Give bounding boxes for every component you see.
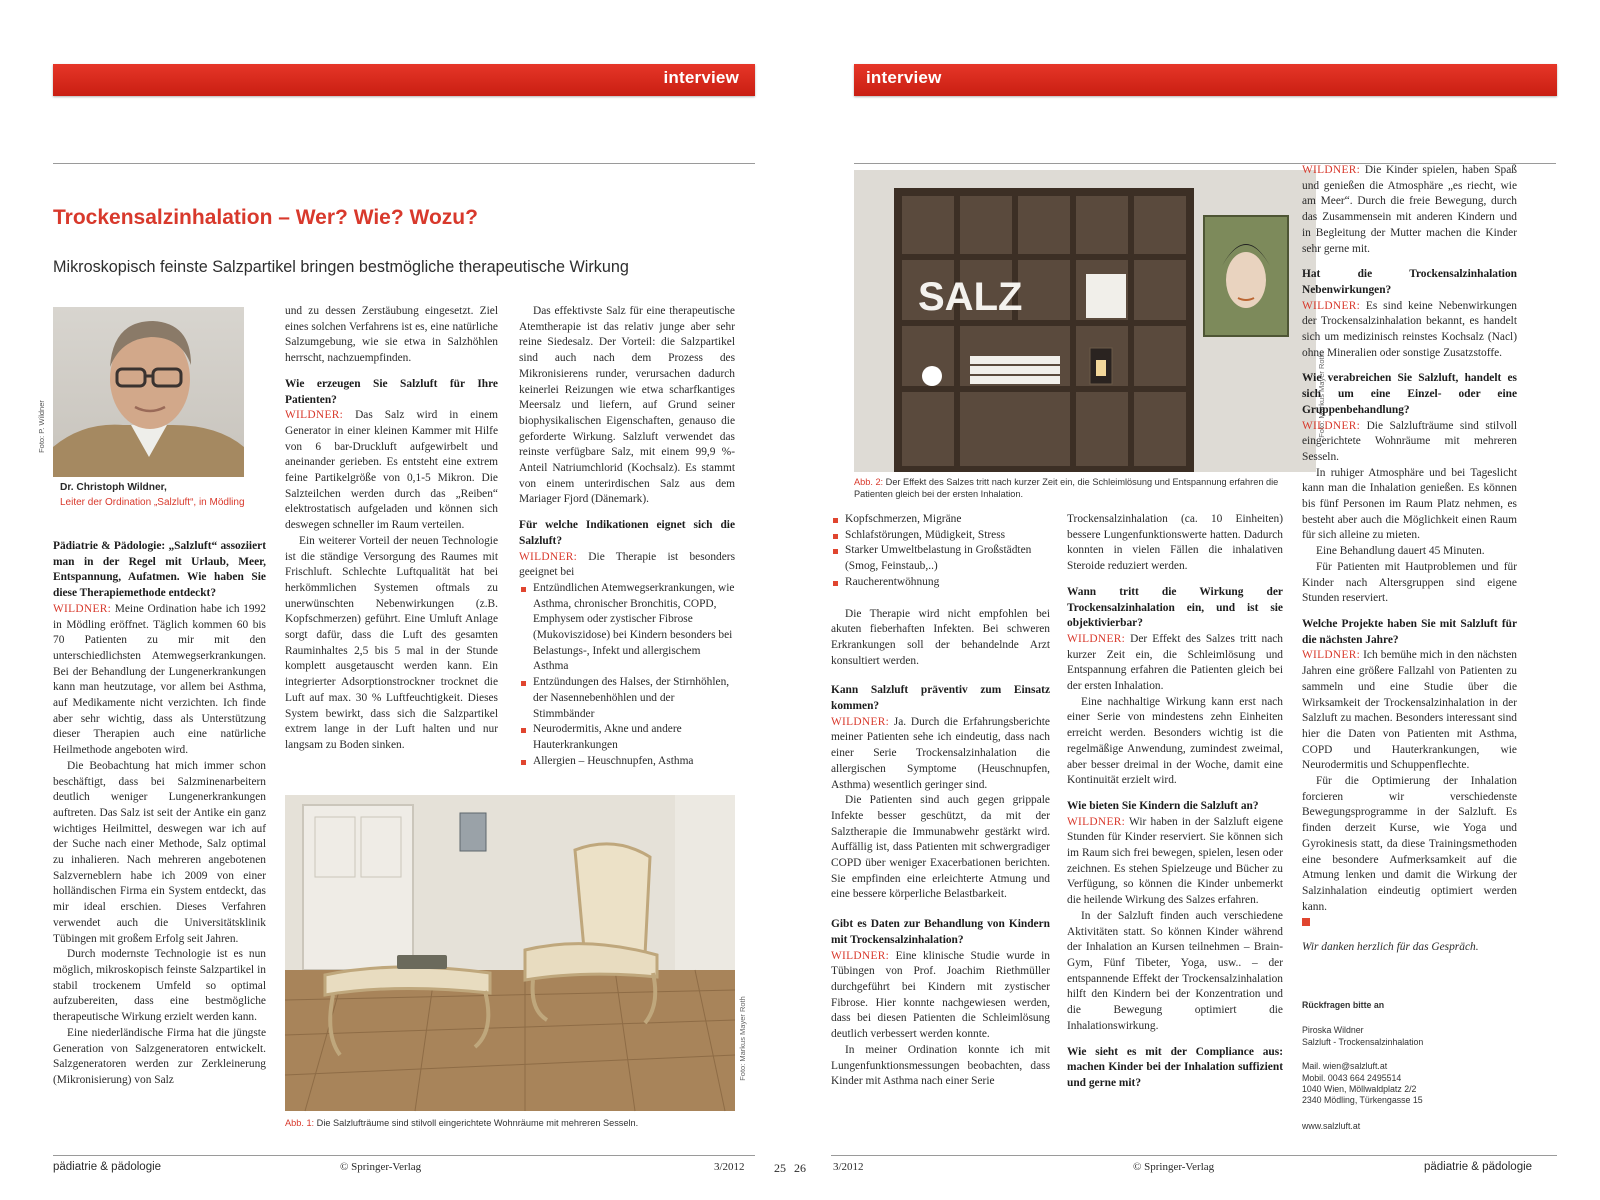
list-item: Raucherentwöhnung [831,575,1050,591]
footer-publisher: © Springer-Verlag [1133,1161,1215,1173]
paragraph: Das effektivste Salz für eine therapeutische Atemtherapie ist das relativ junge aber sehr reine Siedesalz. Der Vorteil: die Salzpartikel sind auch nach dem Prozess des Mikronisierens runder, verursachen dadurch keinerlei Reizungen wie etwa scharfkantiges Meersalz und liefern, auf Grund seiner biophysikalischen Eigenschaften, genauso die geforderte Wirkung. Salzluft verwendet das reinste verfügbare Salz, mit einem 99,9 %-Anteil Natriumchlorid (Kochsalz). Es stammt von einem unterirdischen Salz aus dem Mariager Fjord (Dänemark). [519,305,735,506]
footer-journal: pädiatrie & pädologie [53,1161,162,1173]
paragraph: Eine niederländische Firma hat die jüngste Generation von Salzgeneratoren entwickelt. Salzgeneratoren werden zur Zerkleinerung (Mikronisierung) von Salz [53,1026,266,1086]
list-item: Neurodermitis, Akne und andere Hauterkrankungen [519,722,735,753]
question: Wann tritt die Wirkung der Trockensalzinhalation ein, und ist sie objektivierbar? [1067,585,1283,630]
page-number: 25 [774,1161,786,1175]
answer-text: Der Effekt des Salzes tritt nach kurzer Zeit ein, die Schleimlösung und Entspannung erfahren die Patienten gleich bei der ersten Inhalation. [1067,632,1283,693]
photo-credit: Foto: Markus Mayer Roth [1317,353,1327,438]
answer-text: Die Therapie ist besonders geeignet bei [519,550,735,579]
footer-issue: 3/2012 [833,1161,864,1173]
footer-journal: pädiatrie & pädologie [1424,1161,1533,1173]
caption-label: Abb. 2: [854,477,884,487]
portrait-role: Leiter der Ordination „Salzluft“, in Mödling [60,497,245,508]
chair-room-illustration [285,795,735,1111]
answer-text: Ja. Durch die Erfahrungsberichte meiner Patienten sehe ich eindeutig, dass nach einer Serie Trockensalzinhalation die allergischen Symptome (Heuschnupfen, Asthma) wesentlich geringer sind. [831,715,1050,791]
speaker-label: WILDNER: [1302,419,1361,432]
article-subtitle: Mikroskopisch feinste Salzpartikel bringen bestmögliche therapeutische Wirkung [53,258,629,276]
portrait-photo [36,307,244,477]
list-item: Kopfschmerzen, Migräne [831,512,1050,528]
list-item: Schlafstörungen, Müdigkeit, Stress [831,528,1050,544]
question: Gibt es Daten zur Behandlung von Kindern mit Trockensalzinhalation? [831,918,1050,946]
answer-text: Ich bemühe mich in den nächsten Jahren eine größere Fallzahl von Patienten zu sammeln und eine Studie über die Wirksamkeit der Trockensalzinhalation in der Salzluft zu machen. Besonders interessant sind hier die Daten von Patienten mit Asthma, COPD und Hauterkrankungen, wie Neurodermitis und Schuppenflechte. [1302,649,1517,772]
question: Pädiatrie & Pädologie: „Salzluft“ assoziiert man in der Regel mit Urlaub, Meer, Entspannung, Aufatmen. Wie haben Sie diese Therapiemethode entdeckt? [53,540,266,600]
paragraph: Durch modernste Technologie ist es nun möglich, mikroskopisch feinste Salzpartikel in stabil trockenem Umfeld so optimal aufzubereiten, dass eine bestmögliche therapeutische Wirkung erzielt werden kann. [53,948,266,1024]
contact-web-link[interactable]: www.salzluft.at [1302,1120,1361,1131]
paragraph: In ruhiger Atmosphäre und bei Tageslicht kann man die Inhalation genießen. Es können bis fünf Personen im Raum Platz nehmen, es besteht aber auch die Möglichkeit einen Raum für sich alleine zu mieten. [1302,466,1517,542]
speaker-label: WILDNER: [1067,632,1126,645]
figure-caption [285,1117,735,1129]
contact-org: Salzluft - Trockensalzinhalation [1302,1036,1424,1047]
paragraph: Für Patienten mit Hautproblemen und für Kinder nach Altersgruppen sind eigene Stunden reserviert. [1302,560,1517,605]
speaker-label: WILDNER: [53,602,112,615]
indication-list [831,512,1050,591]
question: Wie bieten Sie Kindern die Salzluft an? [1067,799,1259,812]
contact-mobil: Mobil. 0043 664 2495514 [1302,1072,1402,1083]
caption-label: Abb. 1: [285,1118,315,1128]
answer-text: Wir haben in der Salzluft eigene Stunden für Kinder reserviert. Sie können sich im Raum sich frei bewegen, spielen, lesen oder zeichnen. Es stehen Spielzeuge und Bücher zu Verfügung, so können die Kinder unbemerkt die heilende Wirkung des Salzes erfahren. [1067,815,1283,907]
speaker-label: WILDNER: [1302,299,1361,312]
paragraph: Eine Behandlung dauert 45 Minuten. [1316,545,1485,558]
answer-text: Es sind keine Nebenwirkungen der Trockensalzinhalation bekannt, es handelt sich um medizinisch reinstes Kochsalz (Nacl) ohne Mineralien oder sonstige Zusatzstoffe. [1302,299,1517,359]
indication-list [519,581,735,769]
left-column-3 [519,304,735,769]
speaker-label: WILDNER: [1302,649,1361,662]
speaker-label: WILDNER: [1302,164,1361,176]
contact-name: Piroska Wildner [1302,1025,1364,1036]
paragraph: Ein weiterer Vorteil der neuen Technologie ist die ständige Versorgung des Raumes mit Frischluft. Schlechte Luftqualität hat bei herkömmlichen Systemen oftmals zu unerwünschten Nebenwirkungen (z.B. Kopfschmerzen) geführt. Eine Umluft Anlage sorgt dafür, dass die Luft des gesamten Rauminhaltes 2,5 bis 5 mal in der Stunde komplett ausgetauscht werden kann. Ein integrierter Adsorptionstrockner trocknet die Luft auf max. 30 % Luftfeuchtigkeit. Dieses System bewirkt, dass sich die Salzpartikel extrem lange in der Luft halten und nur langsam zu Boden sinken. [285,534,498,751]
speaker-label: WILDNER: [831,949,890,962]
paragraph: Die Therapie wird nicht empfohlen bei akuten fieberhaften Infekten. Bei schweren Erkrankungen soll der behandelnde Arzt konsultiert werden. [831,607,1050,667]
salz-letters: SALZ [918,275,1023,319]
speaker-label: WILDNER: [519,550,578,563]
salt-shelf-photo [854,170,1327,472]
figure-caption [854,476,1316,500]
thanks-note: Wir danken herzlich für das Gespräch. [1302,941,1479,954]
contact-block [1302,1000,1517,1132]
footer-issue: 3/2012 [714,1161,745,1173]
contact-heading: Rückfragen bitte an [1302,1000,1385,1010]
question: Kann Salzluft präventiv zum Einsatz kommen? [831,684,1050,713]
list-item: Entzündlichen Atemwegserkrankungen, wie Asthma, chronischer Bronchitis, COPD, Emphysem oder zystischer Fibrose (Mukoviszidose) bei Kindern besonders bei Belastungs-, Infekt und allergischem Asthma [519,581,735,675]
right-column-2 [1067,512,1283,1092]
paragraph: Für die Optimierung der Inhalation forcieren wir verschiedenste Bewegungsprogramme in der Salzluft. Es finden derzeit Kurse, wie Yoga und Gyrokinesis statt, da diese Trainingsmethoden eine besondere Aufmerksamkeit auf die Atmung lenken und damit die Wirkung der Salzinhalation eindeutig optimiert werden kann. [1302,775,1517,913]
paragraph: Die Beobachtung hat mich immer schon beschäftigt, dass bei Salzminenarbeitern deutlich weniger Lungenerkrankungen auftreten. Das Salz ist seit der Antike ein ganz wichtiges Heilmittel, deswegen war ich auf der Suche nach einer Methode, Salz optimal zu inhalieren. Nach mehreren angebotenen Salzverneblern habe ich 2009 von einer holländischen Firma ein System entdeckt, das mir ideal erschien. Dieses Verfahren verwendet auch die Universitätsklinik Tübingen mit großem Erfolg seit Jahren. [53,759,266,945]
answer-text: Die Salzlufträume sind stilvoll eingerichtete Wohnräume mit mehreren Sesseln. [1302,419,1517,463]
paragraph: Eine nachhaltige Wirkung kann erst nach einer Serie von mindestens zehn Einheiten erreicht werden. Besonders wichtig ist die regelmäßige Anwendung, zumindest zweimal, aber besser dreimal in der Woche, damit eine Kontinuität erzielt wird. [1067,695,1283,787]
contact-address-1: 1040 Wien, Möllwaldplatz 2/2 [1302,1084,1417,1095]
footer-rule [53,1155,755,1156]
right-page [794,0,1600,1200]
answer-text: Eine klinische Studie wurde in Tübingen von Prof. Joachim Riethmüller durchgeführt bei Kindern mit zystischer Fibrose. Hier konnte nachgewiesen werden, dass bei diesen Patienten die Schleimlösung deutlich verbessert werden konnte. [831,949,1050,1041]
page-number: 26 [794,1161,806,1175]
question: Welche Projekte haben Sie mit Salzluft für die nächsten Jahre? [1302,617,1517,646]
right-column-1 [831,512,1050,1090]
paragraph: und zu dessen Zerstäubung eingesetzt. Ziel eines solchen Verfahrens ist es, eine natürliche Salzumgebung, wie sie etwa in Salzhöhlen herrscht, nachzuempfinden. [285,305,498,365]
salt-shelf-illustration [854,170,1316,472]
portrait-credit: Foto: P. Wildner [36,400,46,453]
right-column-3 [1302,163,1517,956]
speaker-label: WILDNER: [1067,815,1126,828]
end-mark [1302,918,1310,926]
portrait-illustration [53,307,244,477]
answer-text: Das Salz wird in einem Generator in einer kleinen Kammer mit Hilfe von 6 bar-Druckluft aufgewirbelt und aneinander gerieben. Es entsteht eine extrem feine Partikelgröße von 0,1-5 Mikron. Die Salzteilchen werden durch das „Reiben“ elektrostatisch aufgeladen und können sich deswegen schneller im Raum verteilen. [285,409,498,532]
question: Für welche Indikationen eignet sich die Salzluft? [519,519,735,547]
contact-mail[interactable]: Mail. wien@salzluft.at [1302,1061,1388,1072]
section-band [53,64,755,96]
list-item: Allergien – Heuschnupfen, Asthma [519,754,735,770]
question: Wie erzeugen Sie Salzluft für Ihre Patienten? [285,377,498,406]
portrait-name: Dr. Christoph Wildner, [60,482,167,493]
footer-rule [831,1155,1557,1156]
paragraph: In der Salzluft finden auch verschiedene Aktivitäten statt. So können Kinder während der Inhalation an Kursen teilnehmen – Brain-Gym, Fünf Tibeter, Yoga, usw.. – der entspannende Effekt der Trockensalzinhalation hilft den Kindern bei der Konzentration und die Bewegung optimiert die Inhalationswirkung. [1067,909,1283,1032]
paragraph: In meiner Ordination konnte ich mit Lungenfunktionsmessungen beobachten, dass Kinder mit Asthma nach einer Serie [831,1043,1050,1088]
left-column-2 [285,304,498,754]
section-label: interview [663,68,739,87]
speaker-label: WILDNER: [831,715,890,728]
left-column-1 [53,539,266,1089]
contact-address-2: 2340 Mödling, Türkengasse 15 [1302,1095,1423,1106]
divider [53,163,755,164]
section-label: interview [866,68,942,87]
list-item: Starker Umweltbelastung in Großstädten (Smog, Feinstaub,..) [831,543,1050,574]
caption-text: Der Effekt des Salzes tritt nach kurzer Zeit ein, die Schleimlösung und Entspannung erfahren die Patienten gleich bei der ersten Inhalation. [854,477,1279,499]
answer-text: Meine Ordination habe ich 1992 in Mödling eröffnet. Täglich kommen 60 bis 70 Patienten zu mir mit den unterschiedlichsten Atemwegserkrankungen. Bei der Behandlung der Lungenerkrankungen kann man heutzutage, vor allem bei Asthma, auf Medikamente nicht verzichten. Ich finde aber sehr wichtig, dass als Unterstützung dieser Therapien auch eine natürliche Heilmethode angeboten wird. [53,602,266,757]
list-item: Entzündungen des Halses, der Stirnhöhlen, der Nasennebenhöhlen und der Stimmbänder [519,675,735,722]
chair-room-photo [285,795,748,1111]
speaker-label: WILDNER: [285,409,344,422]
answer-text: Die Kinder spielen, haben Spaß und genießen die Atmosphäre „es riecht, wie am Meer“. Durch die freie Bewegung, durch das Zusammensein mit anderen Kindern und in Begleitung der Mutter machen die Kinder sehr gerne mit. [1302,164,1517,255]
photo-credit: Foto: Markus Mayer Roth [738,996,748,1081]
question: Wie sieht es mit der Compliance aus: machen Kinder bei der Inhalation suffizient und gerne mit? [1067,1045,1283,1089]
paragraph: Die Patienten sind auch gegen grippale Infekte besser geschützt, da mit der Salztherapie die Immunabwehr gestärkt wird. Auffällig ist, dass Patienten mit schwergradiger COPD über weniger Exacerbationen berichten. Sie empfinden eine erleichterte Atmung und eine bessere körperliche Belastbarkeit. [831,794,1050,901]
question: Wie verabreichen Sie Salzluft, handelt es sich um eine Einzel- oder eine Gruppenbehandlung? [1302,372,1517,416]
paragraph: Trockensalzinhalation (ca. 10 Einheiten) bessere Lungenfunktionswerte hatten. Dadurch konnten in vielen Fällen die inhalativen Steroide reduziert werden. [1067,513,1283,573]
section-band [854,64,1557,96]
caption-text: Die Salzlufträume sind stilvoll eingerichtete Wohnräume mit mehreren Sesseln. [314,1118,639,1128]
footer-publisher: © Springer-Verlag [340,1161,422,1173]
article-title: Trockensalzinhalation – Wer? Wie? Wozu? [53,206,478,229]
question: Hat die Trockensalzinhalation Nebenwirkungen? [1302,268,1517,296]
